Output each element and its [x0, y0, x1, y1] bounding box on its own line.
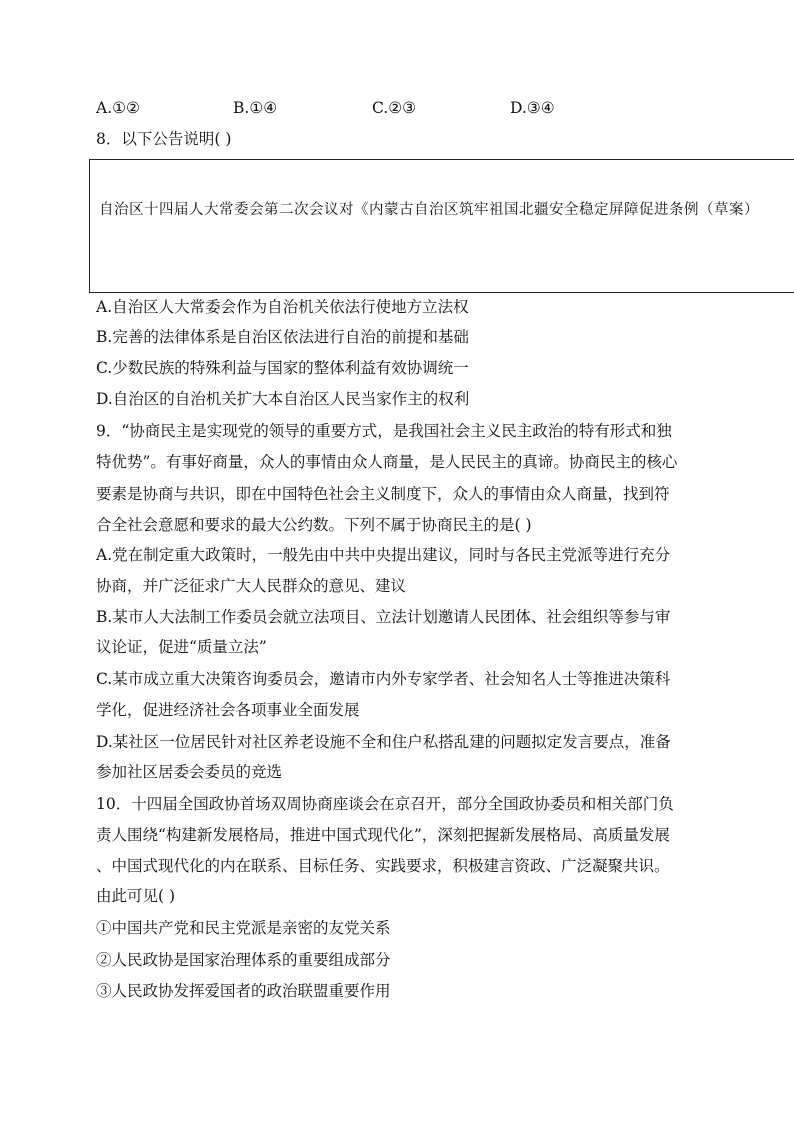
q9-option-d-line: 参加社区居委会委员的竞选 [96, 763, 283, 781]
q9-option-c-line: 学化，促进经济社会各项事业全面发展 [96, 701, 360, 719]
q9-option-b-line: B.某市人大法制工作委员会就立法项目、立法计划邀请人民团体、社会组织等参与审 [96, 608, 671, 626]
q8-option-d: D.自治区的自治机关扩大本自治区人民当家作主的权利 [96, 390, 470, 408]
q7-option-b: B.①④ [233, 99, 278, 117]
q10-statement-1: ①中国共产党和民主党派是亲密的友党关系 [96, 919, 391, 937]
q8-option-c: C.少数民族的特殊利益与国家的整体利益有效协调统一 [96, 359, 469, 377]
q10-statement-2: ②人民政协是国家治理体系的重要组成部分 [96, 951, 391, 969]
q9-stem-line: 特优势”。有事好商量，众人的事情由众人商量，是人民民主的真谛。协商民主的核心 [96, 453, 678, 471]
q9-option-a-line: A.党在制定重大政策时，一般先由中共中央提出建议，同时与各民主党派等进行充分 [96, 546, 671, 564]
q7-option-c: C.②③ [372, 99, 417, 117]
q8-option-b: B.完善的法律体系是自治区依法进行自治的前提和基础 [96, 328, 469, 346]
q9-option-c-line: C.某市成立重大决策咨询委员会，邀请市内外专家学者、社会知名人士等推进决策科 [96, 670, 671, 688]
q10-stem-line: 10．十四届全国政协首场双周协商座谈会在京召开，部分全国政协委员和相关部门负 [96, 795, 674, 813]
q10-stem-line: 、中国式现代化的内在联系、目标任务、实践要求，积极建言资政、广泛凝聚共识。 [96, 857, 670, 875]
q10-statement-3: ③人民政协发挥爱国者的政治联盟重要作用 [96, 982, 391, 1000]
q8-notice-box [89, 159, 794, 293]
q9-option-b-line: 议论证，促进“质量立法” [96, 638, 267, 656]
q8-stem: 8．以下公告说明( ) [96, 130, 232, 148]
q10-stem-line: 责人围绕“构建新发展格局，推进中国式现代化”，深刻把握新发展格局、高质量发展 [96, 826, 670, 844]
q10-stem-line: 由此可见( ) [96, 887, 176, 905]
q8-notice-text: 自治区十四届人大常委会第二次会议对《内蒙古自治区筑牢祖国北疆安全稳定屏障促进条例（草案） [99, 202, 759, 218]
q9-option-a-line: 协商，并广泛征求广大人民群众的意见、建议 [96, 577, 407, 595]
q9-stem-line: 要素是协商与共识，即在中国特色社会主义制度下，众人的事情由众人商量，找到符 [96, 485, 670, 503]
q9-stem-line: 9．“协商民主是实现党的领导的重要方式，是我国社会主义民主政治的特有形式和独 [96, 422, 672, 440]
q8-option-a: A.自治区人大常委会作为自治机关依法行使地方立法权 [96, 298, 469, 316]
q9-stem-line: 合全社会意愿和要求的最大公约数。下列不属于协商民主的是( ) [96, 516, 532, 534]
q7-option-a: A.①② [96, 99, 140, 117]
q9-option-d-line: D.某社区一位居民针对社区养老设施不全和住户私搭乱建的问题拟定发言要点，准备 [96, 733, 671, 751]
q7-option-d: D.③④ [510, 99, 555, 117]
